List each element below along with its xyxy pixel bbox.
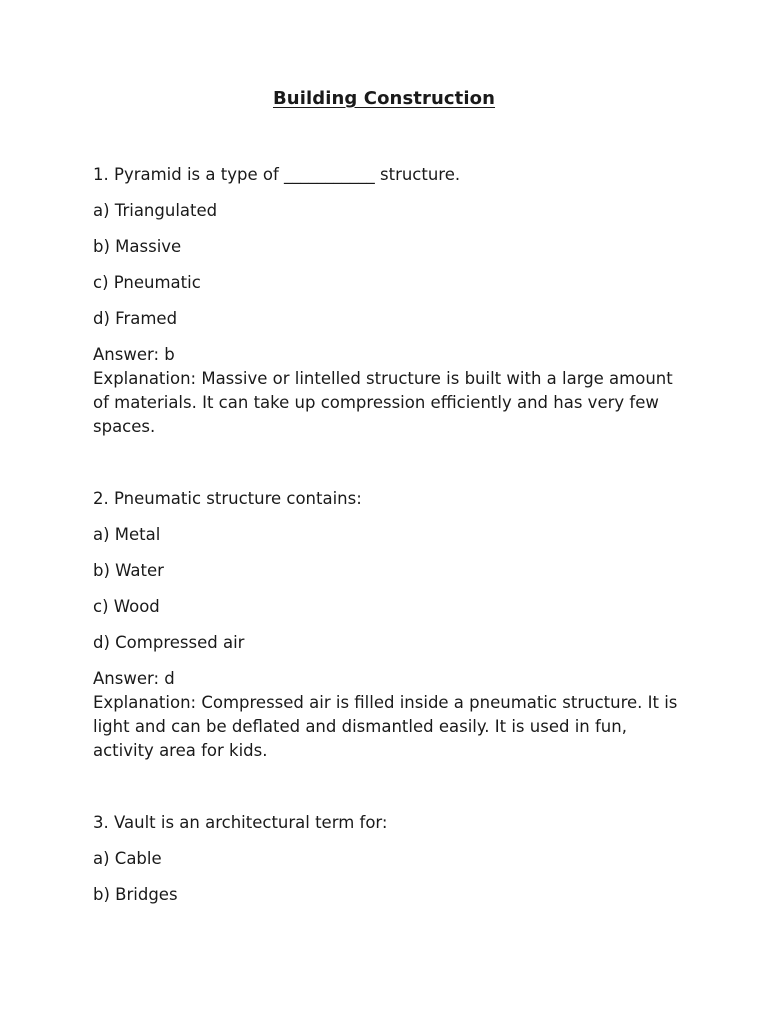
question-list (93, 163, 683, 919)
option-d: d) Compressed air (93, 633, 245, 652)
option-b: b) Bridges (93, 885, 178, 904)
answer-text: Answer: b (93, 345, 175, 364)
option-c: c) Wood (93, 597, 160, 616)
option-d: d) Framed (93, 309, 178, 328)
explanation-text: Explanation: Massive or lintelled structure is built with a large amount of materials. It can take up compression efficiently and has very few spaces. (93, 369, 673, 436)
question-text: 1. Pyramid is a type of ___________ structure. (93, 165, 461, 184)
question-block-1 (93, 163, 683, 439)
question-text: 2. Pneumatic structure contains: (93, 489, 362, 508)
question-text: 3. Vault is an architectural term for: (93, 813, 388, 832)
option-a: a) Metal (93, 525, 161, 544)
document-title: Building Construction (272, 88, 496, 109)
option-a: a) Cable (93, 849, 162, 868)
option-a: a) Triangulated (93, 201, 218, 220)
option-b: b) Water (93, 561, 164, 580)
answer-text: Answer: d (93, 669, 175, 688)
question-block-3 (93, 811, 683, 907)
option-b: b) Massive (93, 237, 182, 256)
explanation-text: Explanation: Compressed air is filled inside a pneumatic structure. It is light and can be deflated and dismantled easily. It is used in fun, activity area for kids. (93, 693, 678, 760)
question-block-2 (93, 487, 683, 763)
option-c: c) Pneumatic (93, 273, 201, 292)
